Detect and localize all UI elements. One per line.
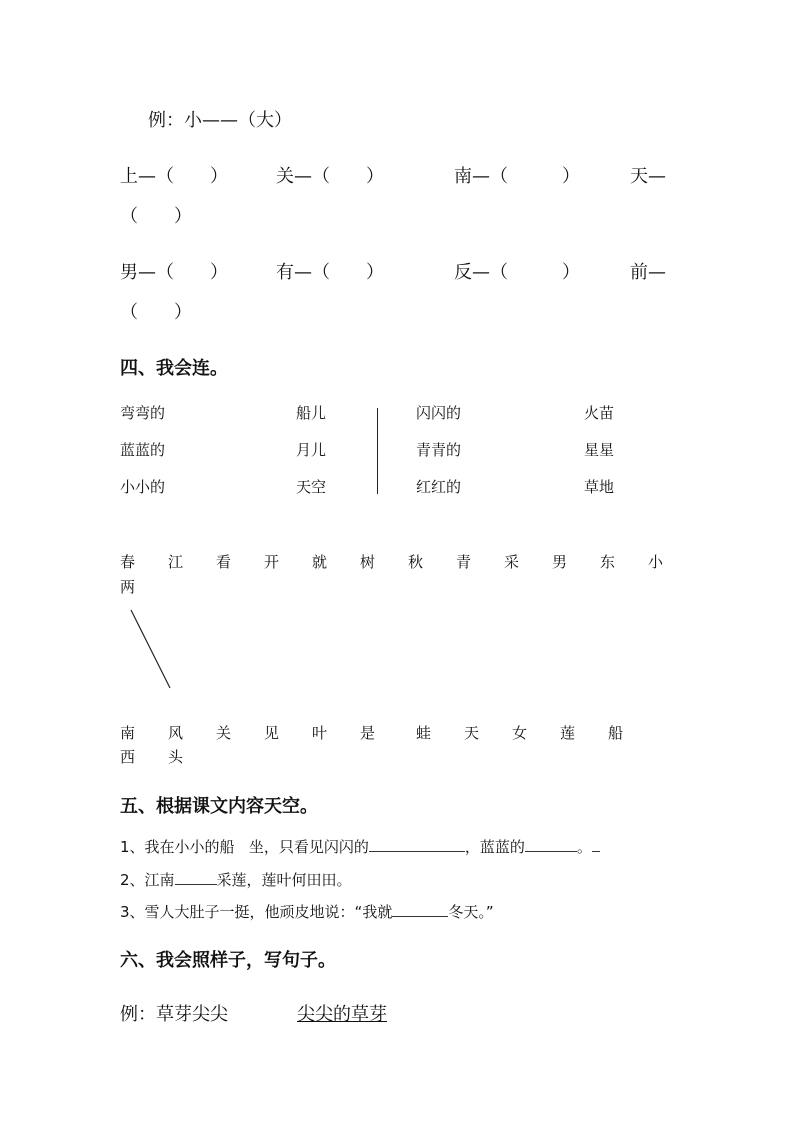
match-word: 火苗 (584, 404, 615, 422)
match-char: 青 (456, 553, 472, 571)
match-word: 天空 (296, 478, 327, 496)
match-char: 头 (168, 748, 184, 766)
match-char: 树 (360, 553, 376, 571)
antonym-item-wrap: （ ） (120, 302, 192, 323)
question-text: 。 (576, 838, 592, 856)
antonym-item: 前— (630, 262, 666, 283)
match-word: 红红的 (416, 478, 462, 496)
match-char: 蛙 (416, 724, 432, 742)
antonym-item: 反—（ ） (454, 262, 580, 283)
antonym-item: 男—（ ） (120, 262, 228, 283)
match-word: 船儿 (296, 404, 327, 422)
antonym-example: 例：小——（大） (148, 110, 292, 131)
match-word: 蓝蓝的 (120, 441, 166, 459)
match-char: 西 (120, 748, 136, 766)
example-connect-line (120, 600, 180, 700)
match-char: 两 (120, 578, 136, 596)
match-char: 莲 (560, 724, 576, 742)
example-answer: 尖尖的草芽 (297, 1004, 387, 1025)
match-char: 江 (168, 553, 184, 571)
antonym-item: 上—（ ） (120, 166, 228, 187)
antonym-item: 南—（ ） (454, 166, 580, 187)
question-text: 坐，只看见闪闪的 (248, 838, 369, 856)
match-char: 见 (264, 724, 280, 742)
antonym-item-wrap: （ ） (120, 206, 192, 227)
match-char: 关 (216, 724, 232, 742)
section-title: 五、根据课文内容天空。 (120, 796, 318, 817)
antonym-item: 有—（ ） (276, 262, 384, 283)
match-word: 星星 (584, 441, 615, 459)
antonym-item: 天— (630, 166, 666, 187)
match-char: 女 (512, 724, 528, 742)
match-word: 青青的 (416, 441, 462, 459)
question-text: 冬天。” (448, 903, 494, 921)
fill-question-3 (120, 901, 494, 922)
answer-blank[interactable] (392, 901, 448, 917)
antonym-item: 关—（ ） (276, 166, 384, 187)
match-char: 男 (552, 553, 568, 571)
match-word: 小小的 (120, 478, 166, 496)
match-char: 秋 (408, 553, 424, 571)
question-text: 2、江南 (120, 871, 175, 889)
section-title: 六、我会照样子，写句子。 (120, 950, 336, 971)
question-text: 1、我在小小的船 (120, 838, 235, 856)
answer-blank[interactable] (175, 869, 217, 885)
match-word: 闪闪的 (416, 404, 462, 422)
example-label: 例：草芽尖尖 (120, 1004, 228, 1025)
match-char: 叶 (312, 724, 328, 742)
match-char: 小 (648, 553, 664, 571)
match-word: 月儿 (296, 441, 327, 459)
match-char: 是 (360, 724, 376, 742)
fill-question-1 (120, 836, 600, 857)
match-word: 草地 (584, 478, 615, 496)
match-char: 春 (120, 553, 136, 571)
answer-blank[interactable] (369, 836, 465, 852)
match-char: 船 (608, 724, 624, 742)
section-title: 四、我会连。 (120, 358, 228, 379)
match-char: 开 (264, 553, 280, 571)
answer-blank (592, 836, 600, 852)
question-text: ，蓝蓝的 (464, 838, 525, 856)
match-char: 看 (216, 553, 232, 571)
match-char: 南 (120, 724, 136, 742)
fill-question-2 (120, 869, 352, 890)
question-text: 采莲，莲叶何田田。 (216, 871, 352, 889)
question-text: 3、雪人大肚子一挺，他顽皮地说：“我就 (120, 903, 393, 921)
match-char: 采 (504, 553, 520, 571)
match-char: 风 (168, 724, 184, 742)
answer-blank[interactable] (525, 836, 577, 852)
column-divider (377, 408, 378, 494)
match-char: 东 (600, 553, 616, 571)
match-char: 就 (312, 553, 328, 571)
match-char: 天 (464, 724, 480, 742)
match-word: 弯弯的 (120, 404, 166, 422)
